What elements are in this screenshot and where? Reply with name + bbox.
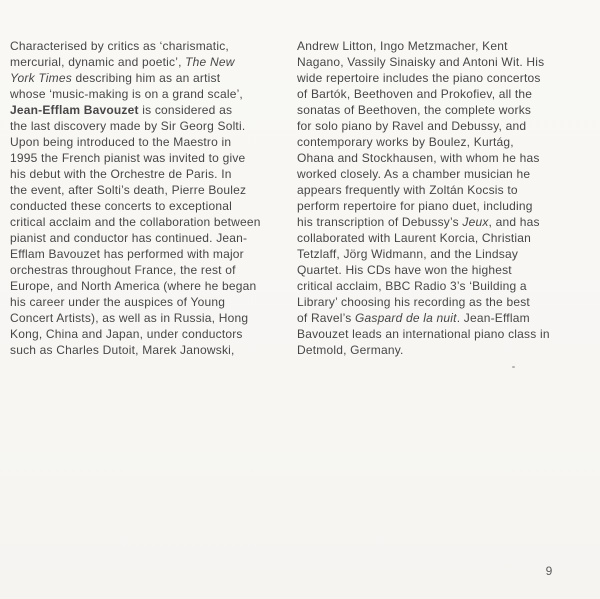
text-run: mercurial, dynamic and poetic’, bbox=[10, 55, 186, 69]
text-run: sonatas of Beethoven, the complete works bbox=[297, 103, 532, 117]
text-run: the event, after Solti’s death, Pierre Boulez bbox=[10, 183, 247, 197]
text-line bbox=[297, 246, 589, 262]
text-run: is considered as bbox=[138, 103, 233, 117]
text-run: orchestras throughout France, the rest of bbox=[10, 263, 236, 277]
text-line bbox=[297, 310, 589, 326]
text-run: wide repertoire includes the piano concertos bbox=[297, 71, 541, 85]
text-run: Tetzlaff, Jörg Widmann, and the Lindsay bbox=[297, 247, 519, 261]
text-run: Concert Artists), as well as in Russia, Hong bbox=[10, 311, 249, 325]
text-line bbox=[10, 246, 293, 262]
text-run: Ohana and Stockhausen, with whom he has bbox=[297, 151, 540, 165]
text-run: worked closely. As a chamber musician he bbox=[297, 167, 531, 181]
text-run: Andrew Litton, Ingo Metzmacher, Kent bbox=[297, 39, 508, 53]
text-line bbox=[297, 150, 589, 166]
text-line bbox=[297, 214, 589, 230]
text-run: Europe, and North America (where he began bbox=[10, 279, 257, 293]
text-line bbox=[297, 86, 589, 102]
text-run: appears frequently with Zoltán Kocsis to bbox=[297, 183, 518, 197]
text-line bbox=[297, 294, 589, 310]
text-run: Detmold, Germany. bbox=[297, 343, 404, 357]
text-run: Jeux bbox=[462, 215, 489, 229]
page-number: 9 bbox=[545, 564, 553, 578]
text-line bbox=[297, 198, 589, 214]
text-line bbox=[10, 262, 293, 278]
text-run: of Ravel’s bbox=[297, 311, 356, 325]
text-line bbox=[10, 182, 293, 198]
text-run: his transcription of Debussy’s bbox=[297, 215, 463, 229]
text-run: Efflam Bavouzet has performed with major bbox=[10, 247, 244, 261]
text-line bbox=[10, 214, 293, 230]
text-run: Upon being introduced to the Maestro in bbox=[10, 135, 232, 149]
text-line bbox=[10, 310, 293, 326]
text-run: , and has bbox=[488, 215, 540, 229]
text-line bbox=[10, 54, 293, 70]
text-run: York Times bbox=[10, 71, 72, 85]
text-line bbox=[10, 86, 293, 102]
text-line bbox=[297, 134, 589, 150]
text-run: for solo piano by Ravel and Debussy, and bbox=[297, 119, 527, 133]
text-line bbox=[297, 342, 589, 358]
text-run: pianist and conductor has continued. Jean- bbox=[10, 231, 248, 245]
text-line bbox=[297, 38, 589, 54]
text-line bbox=[297, 278, 589, 294]
text-line bbox=[10, 102, 293, 118]
text-run: 1995 the French pianist was invited to give bbox=[10, 151, 246, 165]
text-run: his debut with the Orchestre de Paris. In bbox=[10, 167, 232, 181]
text-line bbox=[297, 230, 589, 246]
text-run: Nagano, Vassily Sinaisky and Antoni Wit. His bbox=[297, 55, 545, 69]
text-run: collaborated with Laurent Korcia, Christian bbox=[297, 231, 532, 245]
text-run: his career under the auspices of Young bbox=[10, 295, 226, 309]
text-line bbox=[10, 342, 293, 358]
text-line bbox=[10, 70, 293, 86]
text-line bbox=[10, 326, 293, 342]
text-run: Bavouzet leads an international piano class in bbox=[297, 327, 550, 341]
text-run: Quartet. His CDs have won the highest bbox=[297, 263, 512, 277]
text-line bbox=[10, 230, 293, 246]
text-run: . Jean-Efflam bbox=[456, 311, 530, 325]
text-run: The New bbox=[185, 55, 235, 69]
text-line bbox=[297, 102, 589, 118]
text-line bbox=[10, 294, 293, 310]
scan-speck bbox=[512, 366, 515, 368]
text-line bbox=[10, 118, 293, 134]
text-line bbox=[10, 38, 293, 54]
text-column-right bbox=[297, 38, 589, 358]
text-line bbox=[10, 278, 293, 294]
text-run: Library’ choosing his recording as the best bbox=[297, 295, 530, 309]
text-run: the last discovery made by Sir Georg Solti. bbox=[10, 119, 246, 133]
text-run: whose ‘music-making is on a grand scale’, bbox=[10, 87, 243, 101]
text-line bbox=[297, 54, 589, 70]
text-line bbox=[297, 326, 589, 342]
text-run: perform repertoire for piano duet, including bbox=[297, 199, 533, 213]
text-run: conducted these concerts to exceptional bbox=[10, 199, 232, 213]
text-run: Characterised by critics as ‘charismatic, bbox=[10, 39, 229, 53]
text-run: Jean-Efflam Bavouzet bbox=[10, 103, 139, 117]
text-line bbox=[297, 166, 589, 182]
text-line bbox=[297, 262, 589, 278]
text-line bbox=[10, 198, 293, 214]
text-line bbox=[297, 182, 589, 198]
text-run: critical acclaim and the collaboration between bbox=[10, 215, 261, 229]
text-run: such as Charles Dutoit, Marek Janowski, bbox=[10, 343, 235, 357]
text-line bbox=[297, 118, 589, 134]
text-run: Kong, China and Japan, under conductors bbox=[10, 327, 243, 341]
text-run: critical acclaim, BBC Radio 3’s ‘Building a bbox=[297, 279, 527, 293]
text-run: of Bartók, Beethoven and Prokofiev, all the bbox=[297, 87, 533, 101]
text-line bbox=[297, 70, 589, 86]
text-run: contemporary works by Boulez, Kurtág, bbox=[297, 135, 514, 149]
text-line bbox=[10, 166, 293, 182]
text-run: describing him as an artist bbox=[71, 71, 221, 85]
text-column-left bbox=[10, 38, 293, 358]
text-line bbox=[10, 150, 293, 166]
text-run: Gaspard de la nuit bbox=[355, 311, 457, 325]
text-line bbox=[10, 134, 293, 150]
